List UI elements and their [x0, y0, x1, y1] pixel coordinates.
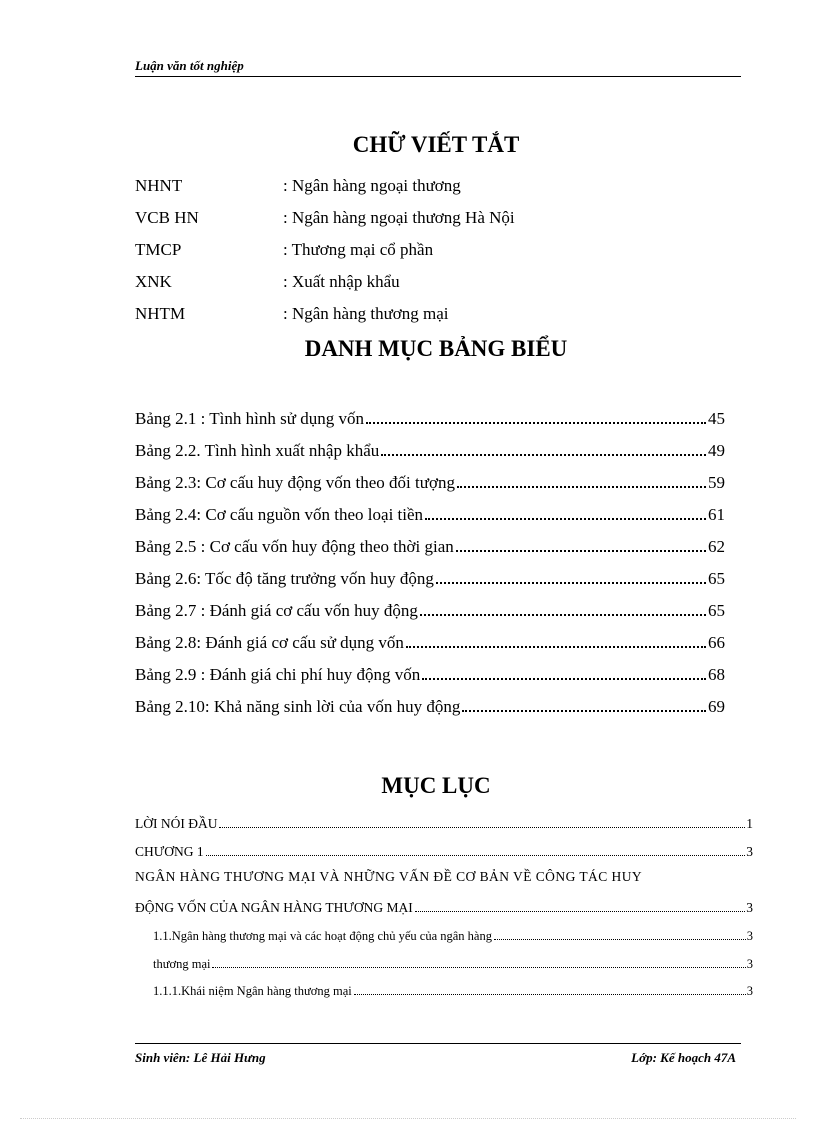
toc-page: 3 [746, 984, 753, 998]
table-list-item[interactable] [135, 439, 725, 461]
table-page: 49 [708, 441, 725, 460]
abbr-key: NHTM [135, 304, 186, 323]
toc-label: LỜI NÓI ĐẦU [135, 816, 218, 831]
abbr-key: NHNT [135, 176, 183, 195]
running-footer [135, 1043, 741, 1066]
table-list-item[interactable] [135, 567, 725, 589]
table-list-item[interactable] [135, 503, 725, 525]
tables-title: DANH MỤC BẢNG BIỂU [304, 336, 568, 361]
toc-entry[interactable] [153, 926, 753, 944]
table-page: 66 [708, 633, 725, 652]
abbreviations-title: CHỮ VIẾT TẮT [352, 132, 520, 157]
toc-label: 1.1.1.Khái niệm Ngân hàng thương mại [153, 984, 352, 998]
table-label: Bảng 2.2. Tình hình xuất nhập khẩu [135, 441, 380, 460]
toc-page: 3 [746, 957, 753, 971]
toc-entry[interactable] [135, 814, 753, 832]
toc-page: 3 [746, 929, 753, 943]
table-list-item[interactable] [135, 599, 725, 621]
dot-leader [425, 518, 706, 520]
dot-leader [422, 678, 706, 680]
table-page: 69 [708, 697, 725, 716]
toc-label: ĐỘNG VỐN CỦA NGÂN HÀNG THƯƠNG MẠI [135, 900, 413, 915]
toc-page: 1 [746, 816, 753, 831]
table-list-item[interactable] [135, 631, 725, 653]
table-list-item[interactable] [135, 535, 725, 557]
table-list-item[interactable] [135, 471, 725, 493]
toc-entry[interactable] [153, 981, 753, 999]
table-label: Bảng 2.1 : Tình hình sử dụng vốn [135, 409, 364, 428]
running-header: Luận văn tốt nghiệp [135, 58, 741, 77]
footer-class: Lớp: Kế hoạch 47A [631, 1050, 736, 1065]
table-label: Bảng 2.3: Cơ cấu huy động vốn theo đối tượng [135, 473, 455, 492]
toc-label: CHƯƠNG 1 [135, 844, 204, 859]
table-label: Bảng 2.10: Khả năng sinh lời của vốn huy động [135, 697, 461, 716]
abbr-value: : Xuất nhập khẩu [283, 272, 400, 291]
table-label: Bảng 2.5 : Cơ cấu vốn huy động theo thời gian [135, 537, 454, 556]
table-page: 62 [708, 537, 725, 556]
dot-leader [420, 614, 706, 616]
toc-page: 3 [746, 844, 753, 859]
table-label: Bảng 2.6: Tốc độ tăng trưởng vốn huy động [135, 569, 434, 588]
toc-label: 1.1.Ngân hàng thương mại và các hoạt động chủ yếu của ngân hàng [153, 929, 492, 943]
table-list-item[interactable] [135, 407, 725, 429]
toc-title: MỤC LỤC [381, 773, 491, 798]
dot-leader [457, 486, 706, 488]
toc-label: thương mại [153, 957, 211, 971]
dot-leader [462, 710, 706, 712]
dot-leader [415, 911, 746, 912]
table-list-item[interactable] [135, 695, 725, 717]
dot-leader [406, 646, 706, 648]
dot-leader [381, 454, 706, 456]
toc-entry[interactable] [135, 842, 753, 860]
table-page: 61 [708, 505, 725, 524]
abbr-key: VCB HN [135, 208, 199, 227]
abbr-value: : Ngân hàng ngoại thương [283, 176, 461, 195]
table-page: 59 [708, 473, 725, 492]
dot-leader [494, 939, 746, 940]
dot-leader [456, 550, 706, 552]
toc-chapter-title[interactable]: NGÂN HÀNG THƯƠNG MẠI VÀ NHỮNG VẤN ĐỀ CƠ BẢN VỀ CÔNG TÁC HUY [135, 869, 643, 884]
page-bottom-border [20, 1118, 796, 1119]
dot-leader [212, 967, 745, 968]
table-page: 65 [708, 569, 725, 588]
table-label: Bảng 2.9 : Đánh giá chi phí huy động vốn [135, 665, 421, 684]
toc-entry[interactable] [135, 898, 753, 916]
table-page: 65 [708, 601, 725, 620]
dot-leader [436, 582, 706, 584]
abbr-value: : Ngân hàng thương mại [283, 304, 449, 323]
table-page: 68 [708, 665, 725, 684]
dot-leader [354, 994, 746, 995]
abbr-value: : Thương mại cổ phần [283, 240, 434, 259]
table-label: Bảng 2.4: Cơ cấu nguồn vốn theo loại tiền [135, 505, 424, 524]
footer-student: Sinh viên: Lê Hải Hưng [135, 1050, 266, 1065]
table-page: 45 [708, 409, 725, 428]
toc-page: 3 [746, 900, 753, 915]
dot-leader [206, 855, 746, 856]
table-list-item[interactable] [135, 663, 725, 685]
abbr-key: XNK [135, 272, 172, 291]
dot-leader [219, 827, 745, 828]
table-label: Bảng 2.8: Đánh giá cơ cấu sử dụng vốn [135, 633, 404, 652]
abbr-value: : Ngân hàng ngoại thương Hà Nội [283, 208, 515, 227]
abbr-key: TMCP [135, 240, 182, 259]
toc-entry[interactable] [153, 954, 753, 972]
table-label: Bảng 2.7 : Đánh giá cơ cấu vốn huy động [135, 601, 418, 620]
dot-leader [366, 422, 706, 424]
